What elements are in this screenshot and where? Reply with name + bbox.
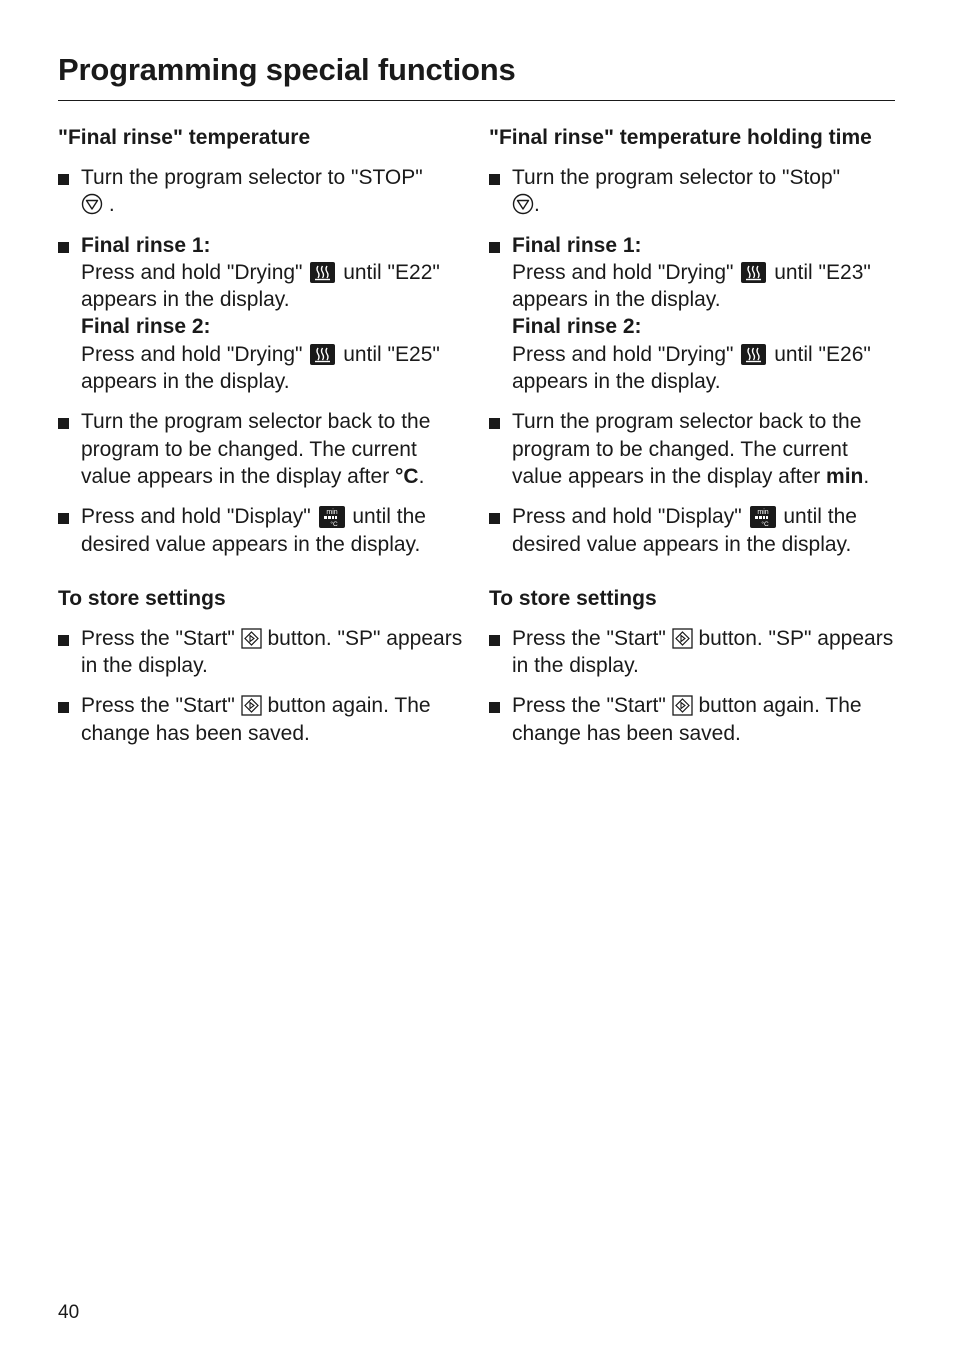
list-item: Press and hold "Display" min °C until the desired value appears in the display. [489,503,899,558]
list-item: Press the "Start" button again. The change has been saved. [58,692,468,747]
instruction-list [489,164,899,558]
section-heading-store: To store settings [58,586,226,610]
section-heading-holding-time: "Final rinse" temperature holding time [489,126,872,149]
list-item: Press the "Start" button again. The change has been saved. [489,692,899,747]
list-item: Turn the program selector to "STOP" . [58,164,468,219]
start-icon [672,695,693,716]
right-column [489,124,899,760]
instruction-list [58,164,468,558]
svg-text:min: min [756,509,769,517]
instruction-list [58,625,468,747]
svg-text:°C: °C [760,521,769,529]
start-icon [672,628,693,649]
list-item: Turn the program selector to "Stop" . [489,164,899,219]
list-item: Turn the program selector back to the program to be changed. The current value appears in the display after min. [489,408,899,490]
list-item: Press the "Start" button. "SP" appears in the display. [58,625,468,680]
list-item: Final rinse 1: Press and hold "Drying" until "E22" appears in the display. Final rinse 2: Press and hold "Drying" until "E25" appears in the display. [58,232,468,396]
list-item: Press the "Start" button. "SP" appears in the display. [489,625,899,680]
start-icon [241,695,262,716]
display-icon [319,506,345,528]
drying-icon [310,262,335,283]
svg-text:°C: °C [329,521,338,529]
title-divider [58,100,895,101]
list-item: Press and hold "Display" min °C until the desired value appears in the display. [58,503,468,558]
page-title: Programming special functions [58,52,516,87]
display-icon [750,506,776,528]
left-column [58,124,468,760]
drying-icon [741,344,766,365]
drying-icon [310,344,335,365]
stop-icon [81,193,103,215]
section-heading-temperature: "Final rinse" temperature [58,126,311,149]
page-number: 40 [58,1302,80,1323]
svg-text:min: min [325,509,338,517]
instruction-list [489,625,899,747]
section-heading-store: To store settings [489,586,657,610]
list-item: Turn the program selector back to the program to be changed. The current value appears in the display after °C. [58,408,468,490]
list-item: Final rinse 1: Press and hold "Drying" until "E23" appears in the display. Final rinse 2: Press and hold "Drying" until "E26" appears in the display. [489,232,899,396]
drying-icon [741,262,766,283]
stop-icon [512,193,534,215]
start-icon [241,628,262,649]
